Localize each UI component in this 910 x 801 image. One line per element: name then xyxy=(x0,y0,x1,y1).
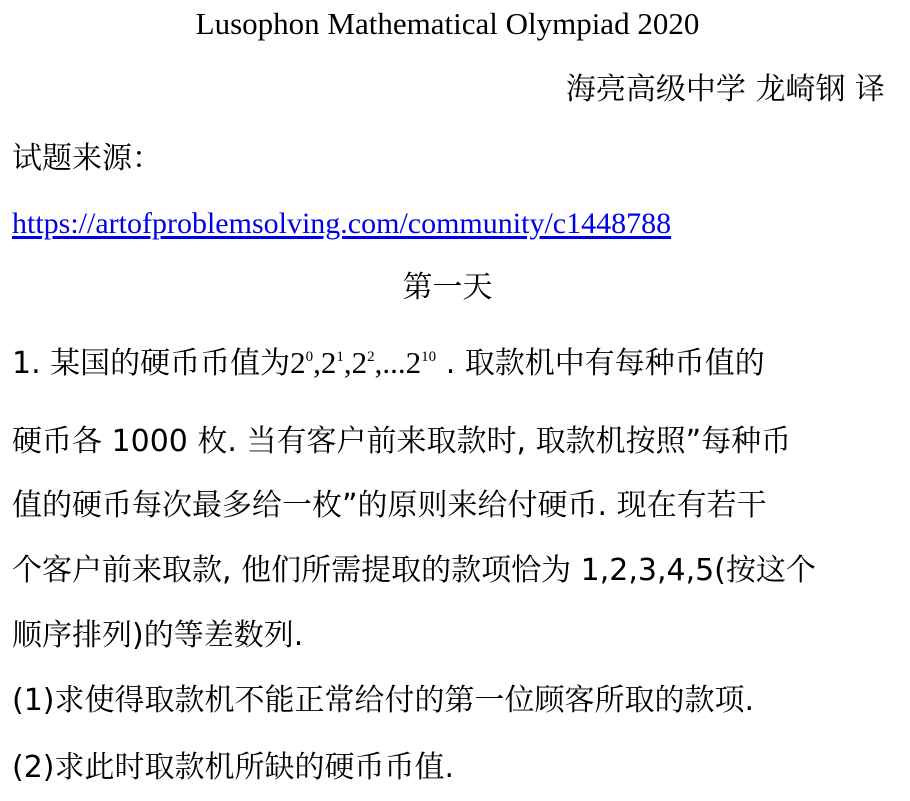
document-title: Lusophon Mathematical Olympiad 2020 xyxy=(195,6,700,41)
translator-credit: 海亮高级中学 龙崎钢 译 xyxy=(565,72,885,107)
problem-line-3: 值的硬币每次最多给一枚”的原则来给付硬币. 现在有若干 xyxy=(12,488,767,523)
problem-intro: 某国的硬币币值为 xyxy=(50,346,291,381)
problem-line-4: 个客户前来取款, 他们所需提取的款项恰为 1,2,3,4,5(按这个 xyxy=(12,553,816,588)
problem-line-5: 顺序排列)的等差数列. xyxy=(12,618,304,653)
problem-number: 1. xyxy=(12,346,41,381)
day-heading: 第一天 xyxy=(402,270,493,305)
problem-line-1-rest: . 取款机中有每种币值的 xyxy=(445,346,765,381)
coin-values-formula: $2^0,2^1,2^2,...2^{10}$ xyxy=(290,345,437,380)
problem-line-1 xyxy=(12,343,765,384)
problem-line-2: 硬币各 1000 枚. 当有客户前来取款时, 取款机按照”每种币 xyxy=(12,424,792,459)
problem-part-1: (1)求使得取款机不能正常给付的第一位顾客所取的款项. xyxy=(12,683,755,718)
source-label: 试题来源： xyxy=(12,141,162,176)
problem-part-2: (2)求此时取款机所缺的硬币币值. xyxy=(12,750,455,785)
source-link[interactable]: https://artofproblemsolving.com/community/c1448788 xyxy=(12,207,672,240)
